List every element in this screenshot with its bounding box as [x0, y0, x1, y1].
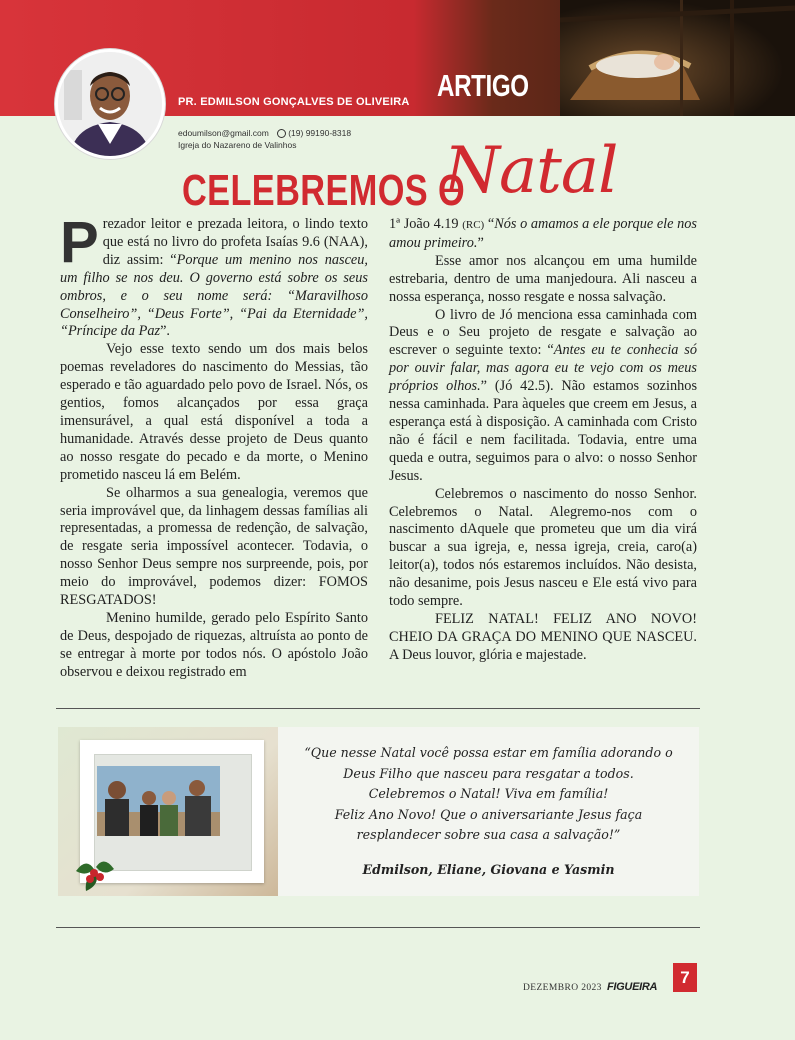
author-church: Igreja do Nazareno de Valinhos	[178, 140, 297, 150]
greeting-card	[58, 727, 699, 896]
footer-date: DEZEMBRO 2023	[523, 983, 602, 993]
paragraph: Esse amor nos alcançou em uma humilde estrebaria, dentro de uma manjedoura. Ali nasceu a nossa esperança, nosso resgate e nossa salvação.	[389, 252, 697, 305]
paragraph: Celebremos o nascimento do nosso Senhor. Celebremos o Natal. Alegremo-nos com o nascimento dAquele que prometeu que um dia virá buscar a sua igreja, e, nessa igreja, creia, caro(a) leitor(a), todos nós estaremos incluídos. Não desista, não desanime, pois Jesus nasceu e Ele está vivo para todo sempre.	[389, 485, 697, 610]
greeting-signature: Edmilson, Eliane, Giovana e Yasmin	[362, 862, 615, 877]
paragraph: Vejo esse texto sendo um dos mais belos poemas reveladores do nascimento do Messias, tão esperado e tão aguardado pelo povo de Israel. Nós, os gentios, fomos alcançados por essa graça imensurável, a qual está disponível a toda a humanidade. Através desse projeto de Deus quanto ao nosso resgate do pecado e da morte, o Menino prometido nasceu lá em Belém.	[60, 341, 368, 483]
author-phone: (19) 99190-8318	[288, 128, 352, 138]
article-column-right	[389, 216, 697, 665]
paragraph: 1ª João 4.19 (RC) “Nós o amamos a ele porque ele nos amou primeiro.”	[389, 216, 697, 251]
author-avatar	[55, 49, 165, 159]
divider	[56, 927, 700, 928]
paragraph: Menino humilde, gerado pelo Espírito Santo de Deus, despojado de riquezas, altruísta ao ponto de se entregar à morte por todos nós. O apóstolo João observou e deixou registrado em	[60, 609, 368, 680]
paragraph: O livro de Jó menciona essa caminhada com Deus e o Seu projeto de resgate e salvação ao escrever o seguinte texto: “Antes eu te conhecia só por ouvir falar, mas agora eu te vejo com os meus próprios olhos.” (Jó 42.5). Não estamos sozinhos nessa caminhada. Para àqueles que creem em Jesus, a esperança está à disposição. A caminhada com Cristo não é fácil e nem facilitada. Todavia, entre uma queda e outra, seguimos para o alvo: o nosso Senhor Jesus.	[389, 306, 698, 484]
greeting-quote: “Que nesse Natal você possa estar em família adorando o Deus Filho que nasceu para resgatar a todos. Celebremos o Natal! Viva em família! Feliz Ano Novo! Que o aniversariante Jesus faça resplandecer sobre sua casa a salvação!”	[304, 745, 673, 843]
paragraph: Prezador leitor e prezada leitora, o lindo texto que está no livro do profeta Isaías 9.6 (NAA), diz assim: “Porque um menino nos nasceu, um filho se nos deu. O governo está sobre os seus ombros, e o seu nome será: “Maravilhoso Conselheiro”, “Deus Forte”, “Pai da Eternidade”, “Príncipe da Paz”.	[60, 210, 368, 340]
section-label: ARTIGO	[437, 68, 529, 103]
author-name: PR. EDMILSON GONÇALVES DE OLIVEIRA	[178, 96, 410, 108]
article-title	[182, 134, 702, 215]
magazine-logo: FIGUEIRA	[607, 981, 658, 993]
title-main: CELEBREMOS O	[182, 166, 466, 215]
paragraph: FELIZ NATAL! FELIZ ANO NOVO! CHEIO DA GRAÇA DO MENINO QUE NASCEU. A Deus louvor, glória e majestade.	[389, 610, 697, 663]
article-column-left	[60, 210, 368, 682]
manger-photo	[560, 0, 795, 116]
holly-icon	[72, 851, 118, 893]
drop-cap: P	[60, 210, 99, 275]
paragraph: Se olharmos a sua genealogia, veremos que seria improvável que, da linhagem dessas famílias ali representadas, a promessa de redenção, de salvação, de resgate seria impossível acontecer. Todavia, o nosso Senhor Deus sempre nos surpreende, pois, por meio do improvável, podemos dizer: FOMOS RESGATADOS!	[60, 484, 368, 609]
family-photo	[97, 766, 220, 836]
title-script: Natal	[444, 134, 618, 208]
page-number: 7	[673, 963, 697, 992]
divider	[56, 708, 700, 709]
author-email: edoumilson@gmail.com	[178, 128, 269, 138]
whatsapp-icon	[277, 129, 286, 138]
